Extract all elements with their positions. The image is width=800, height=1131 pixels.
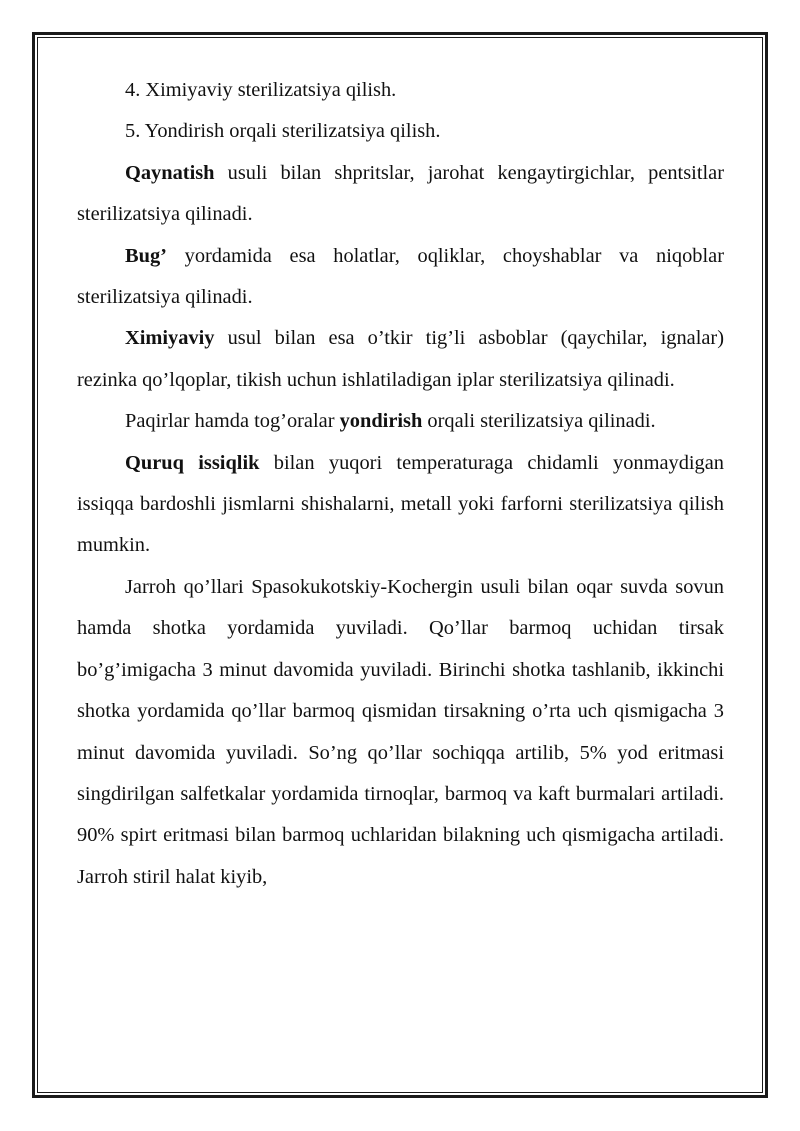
paragraph-yondirish [77,401,724,442]
term-yondirish: yondirish [339,410,423,433]
paragraph-yondirish-before: Paqirlar hamda tog’oralar [125,410,340,433]
paragraph-quruq-issiqlik [77,443,724,567]
document-body [77,70,724,898]
term-ximiyaviy: Ximiyaviy [125,327,215,350]
list-item-4: 4. Ximiyaviy sterilizatsiya qilish. [125,79,397,101]
paragraph-bug-text: yordamida esa holatlar, oqliklar, choyshablar va niqoblar sterilizatsiya qilinadi. [77,244,724,309]
term-quruq-issiqlik: Quruq issiqlik [125,451,260,474]
paragraph-ximiyaviy-text: usul bilan esa o’tkir tig’li asboblar (qaychilar, ignalar) rezinka qo’lqoplar, tikish uchun ishlatiladigan iplar sterilizatsiya qilinadi. [77,327,724,391]
term-qaynatish: Qaynatish [125,161,215,184]
paragraph-qaynatish-text: usuli bilan shpritslar, jarohat kengaytirgichlar, pentsitlar sterilizatsiya qilinadi. [77,161,724,226]
paragraph-jarroh: Jarroh qo’llari Spasokukotskiy-Kochergin usuli bilan oqar suvda sovun hamda shotka yordamida yuviladi. Qo’llar barmoq uchidan tirsak bo’g’imigacha 3 minut davomida yuviladi. Birinchi shotka tashlanib, ikkinchi shotka yordamida qo’llar barmoq qismidan tirsakning o’rta uch qismigacha 3 minut davomida yuviladi. So’ng qo’llar sochiqqa artilib, 5% yod eritmasi singdirilgan salfetkalar yordamida tirnoqlar, barmoq va kaft burmalari artiladi. 90% spirt eritmasi bilan barmoq uchlaridan bilakning uch qismigacha artiladi. Jarroh stiril halat kiyib, [77,575,724,888]
paragraph-quruq-issiqlik-text: bilan yuqori temperaturaga chidamli yonmaydigan issiqqa bardoshli jismlarni shishalarni, metall yoki farforni sterilizatsiya qilish mumkin. [77,451,724,557]
list-item-5: 5. Yondirish orqali sterilizatsiya qilish. [125,120,441,143]
paragraph-ximiyaviy [77,318,724,401]
paragraph-qaynatish [77,153,724,236]
paragraph-yondirish-after: orqali sterilizatsiya qilinadi. [422,410,656,433]
paragraph-bug [77,236,724,319]
term-bug: Bug’ [125,244,167,267]
